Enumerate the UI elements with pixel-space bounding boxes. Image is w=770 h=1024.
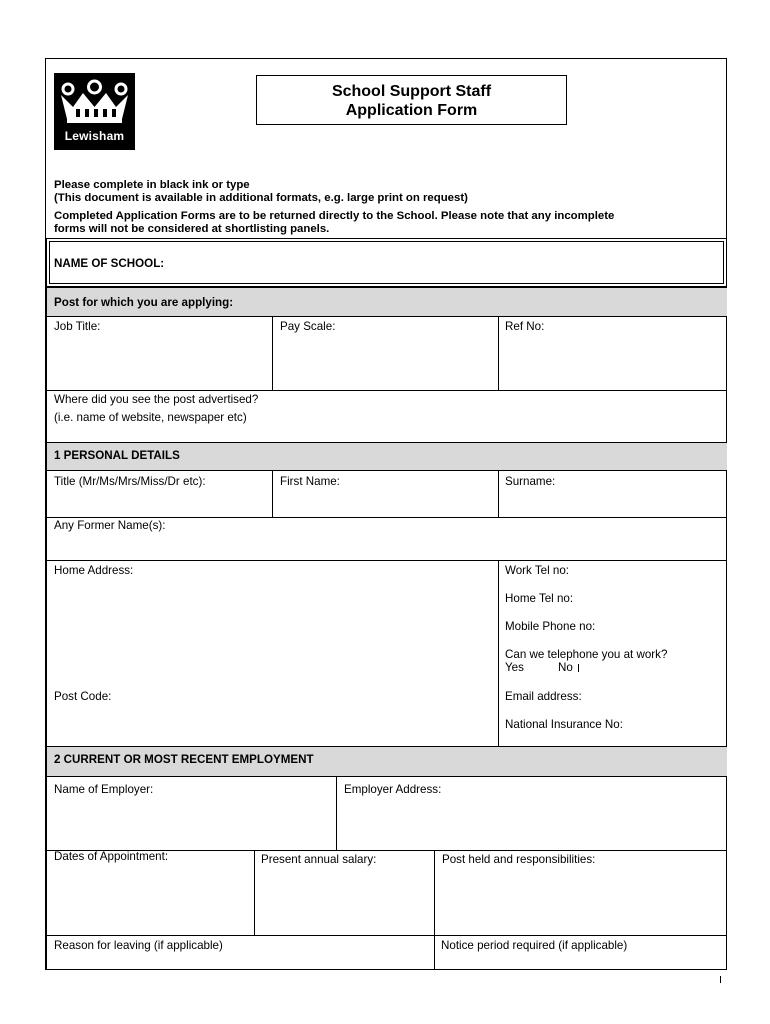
notice-period-label: Notice period required (if applicable) — [441, 939, 628, 952]
personal-header: 1 PERSONAL DETAILS — [54, 449, 180, 462]
form-title-line-1: School Support Staff — [331, 83, 492, 100]
home-address-label: Home Address: — [54, 564, 134, 577]
pay-scale-label: Pay Scale: — [280, 320, 336, 333]
telephone-at-work-label: Can we telephone you at work? — [505, 648, 668, 661]
former-names-label: Any Former Name(s): — [54, 519, 166, 532]
page-number-mark — [720, 976, 721, 983]
email-label: Email address: — [505, 690, 582, 703]
logo-text: Lewisham — [64, 129, 125, 143]
employer-address-label: Employer Address: — [344, 783, 442, 796]
dates-label: Dates of Appointment: — [54, 850, 169, 863]
home-address-field[interactable] — [46, 560, 498, 746]
yes-option[interactable]: Yes — [505, 661, 524, 674]
advertised-label-1: Where did you see the post advertised? — [54, 393, 259, 406]
advertised-label-2: (i.e. name of website, newspaper etc) — [54, 411, 247, 424]
post-code-label: Post Code: — [54, 690, 112, 703]
instruction-line-3: Completed Application Forms are to be returned directly to the School. Please note that any incomplete — [54, 210, 615, 222]
lewisham-logo — [54, 73, 135, 150]
form-title-line-2: Application Form — [345, 102, 478, 119]
instruction-line-1: Please complete in black ink or type — [54, 179, 250, 191]
work-tel-label: Work Tel no: — [505, 564, 570, 577]
first-name-label: First Name: — [280, 475, 340, 488]
no-option[interactable]: No — [558, 661, 573, 674]
home-tel-label: Home Tel no: — [505, 592, 574, 605]
post-held-label: Post held and responsibilities: — [442, 853, 596, 866]
instruction-line-2: (This document is available in additional formats, e.g. large print on request) — [54, 192, 468, 204]
crown-icon — [54, 75, 135, 127]
school-label: NAME OF SCHOOL: — [54, 257, 165, 270]
employment-header: 2 CURRENT OR MOST RECENT EMPLOYMENT — [54, 753, 314, 766]
reason-leaving-label: Reason for leaving (if applicable) — [54, 939, 223, 952]
surname-label: Surname: — [505, 475, 556, 488]
instruction-line-4: forms will not be considered at shortlisting panels. — [54, 223, 330, 235]
title-label: Title (Mr/Ms/Mrs/Miss/Dr etc): — [54, 475, 206, 488]
job-title-label: Job Title: — [54, 320, 101, 333]
ref-no-label: Ref No: — [505, 320, 545, 333]
ni-label: National Insurance No: — [505, 718, 623, 731]
post-header: Post for which you are applying: — [54, 296, 234, 309]
mobile-label: Mobile Phone no: — [505, 620, 596, 633]
no-checkbox-mark — [578, 664, 579, 672]
form-title-box — [256, 75, 567, 125]
salary-label: Present annual salary: — [261, 853, 377, 866]
employer-name-label: Name of Employer: — [54, 783, 154, 796]
